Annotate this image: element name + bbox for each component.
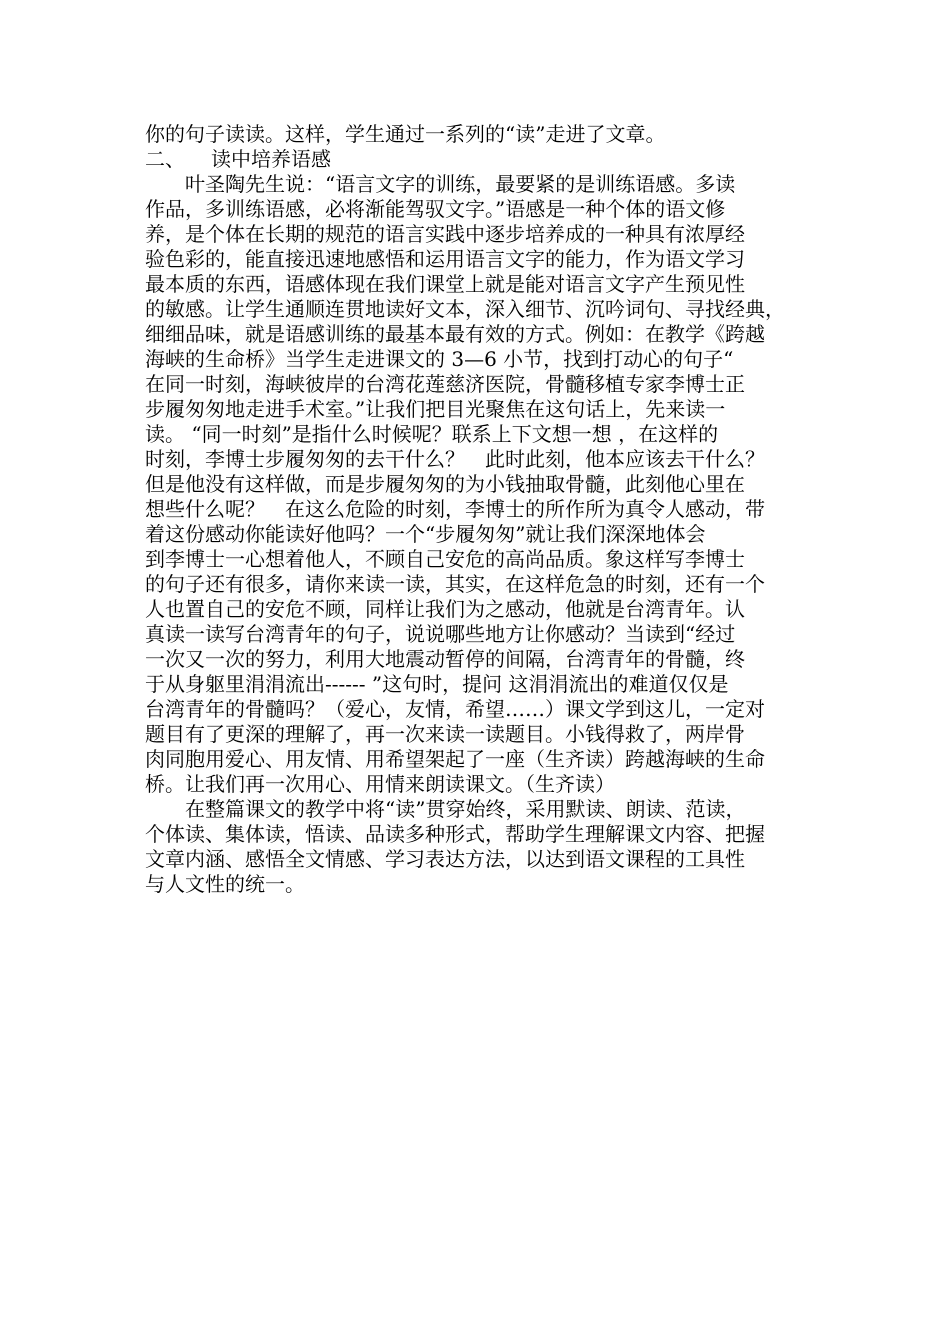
text-line: 于从身躯里涓涓流出------ ”这句时，提问 这涓涓流出的难道仅仅是 — [145, 672, 729, 696]
text-line: 海峡的生命桥》当学生走进课文的 3—6 小节，找到打动心的句子“ — [145, 347, 734, 371]
text-line: 真读一读写台湾青年的句子，说说哪些地方让你感动？当读到“经过 — [145, 622, 736, 646]
intro-line: 你的句子读读。这样，学生通过一系列的“读”走进了文章。 — [145, 122, 666, 146]
text-line: 验色彩的，能直接迅速地感悟和运用语言文字的能力，作为语文学习 — [145, 247, 745, 271]
text-line: 的敏感。让学生通顺连贯地读好文本，深入细节、沉吟词句、寻找经典， — [145, 297, 785, 321]
text-line: 个体读、集体读，悟读、品读多种形式，帮助学生理解课文内容、把握 — [145, 822, 765, 846]
text-line: 一次又一次的努力，利用大地震动暂停的间隔，台湾青年的骨髓，终 — [145, 647, 745, 671]
text-line: 养，是个体在长期的规范的语言实践中逐步培养成的一种具有浓厚经 — [145, 222, 745, 246]
text-line: 题目有了更深的理解了，再一次来读一读题目。小钱得救了，两岸骨 — [145, 722, 745, 746]
text-line: 最本质的东西，语感体现在我们课堂上就是能对语言文字产生预见性 — [145, 272, 745, 296]
text-line: 但是他没有这样做，而是步履匆匆的为小钱抽取骨髓，此刻他心里在 — [145, 472, 745, 496]
text-line: 作品，多训练语感，必将渐能驾驭文字。”语感是一种个体的语文修 — [145, 197, 726, 221]
text-line: 想些什么呢？ 在这么危险的时刻，李博士的所作所为真令人感动，带 — [145, 497, 765, 521]
text-line: 时刻，李博士步履匆匆的去干什么？ 此时此刻，他本应该去干什么？ — [145, 447, 765, 471]
text-line: 桥。让我们再一次用心、用情来朗读课文。（生齐读） — [145, 772, 615, 796]
text-line: 文章内涵、感悟全文情感、学习表达方法，以达到语文课程的工具性 — [145, 847, 745, 871]
text-line: 在整篇课文的教学中将“读”贯穿始终，采用默读、朗读、范读， — [145, 797, 746, 821]
text-line: 叶圣陶先生说：“语言文字的训练，最要紧的是训练语感。多读 — [145, 172, 736, 196]
section-number: 二、 — [145, 147, 185, 171]
section-title: 读中培养语感 — [211, 147, 331, 171]
text-line: 细细品味，就是语感训练的最基本最有效的方式。例如：在教学《跨越 — [145, 322, 765, 346]
text-line: 人也置自己的安危不顾，同样让我们为之感动，他就是台湾青年。认 — [145, 597, 745, 621]
paragraph-reading-sense — [145, 172, 810, 797]
text-line: 肉同胞用爱心、用友情、用希望架起了一座（生齐读）跨越海峡的生命 — [145, 747, 765, 771]
text-line: 读。 “同一时刻”是指什么时候呢？联系上下文想一想 ，在这样的 — [145, 422, 719, 446]
paragraph-conclusion — [145, 797, 810, 897]
section-heading — [145, 147, 810, 172]
text-line: 步履匆匆地走进手术室。”让我们把目光聚焦在这句话上，先来读一 — [145, 397, 726, 421]
text-line: 到李博士一心想着他人，不顾自己安危的高尚品质。象这样写李博士 — [145, 547, 745, 571]
text-line: 台湾青年的骨髓吗？（爱心，友情，希望……）课文学到这儿，一定对 — [145, 697, 765, 721]
document-body — [145, 122, 810, 897]
text-line: 在同一时刻，海峡彼岸的台湾花莲慈济医院，骨髓移植专家李博士正 — [145, 372, 745, 396]
text-line: 的句子还有很多，请你来读一读，其实，在这样危急的时刻，还有一个 — [145, 572, 765, 596]
text-line: 着这份感动你能读好他吗？一个“步履匆匆”就让我们深深地体会 — [145, 522, 706, 546]
text-line: 与人文性的统一。 — [145, 872, 305, 896]
